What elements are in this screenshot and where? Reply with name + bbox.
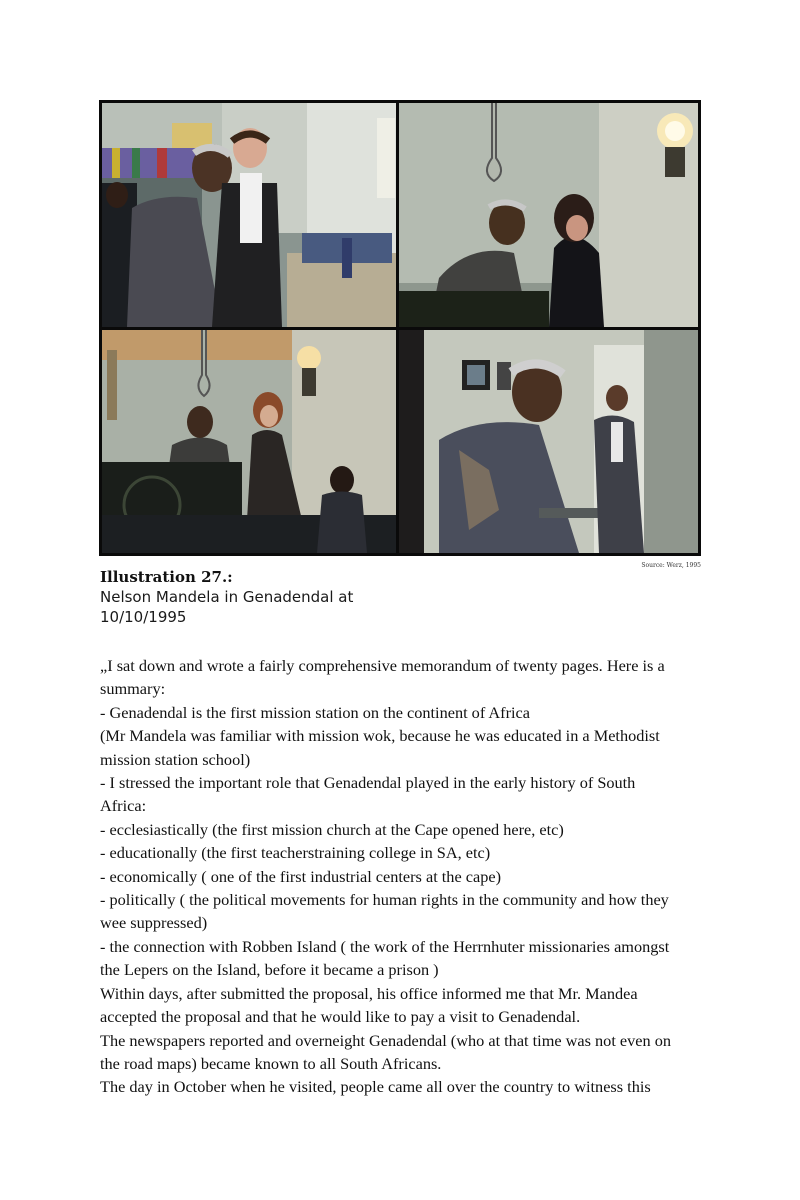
text-line: - educationally (the first teacherstraining college in SA, etc) — [100, 843, 491, 863]
text-line: The newspapers reported and overneight Genadendal (who at that time was not even on — [100, 1030, 672, 1050]
text-line: - Genadendal is the first mission station on the continent of Africa — [100, 702, 530, 722]
caption-line-1: Nelson Mandela in Genadendal at — [100, 588, 354, 606]
text-line: The day in October when he visited, people came all over the country to witness this — [100, 1077, 651, 1097]
caption-line-2: 10/10/1995 — [100, 608, 187, 626]
text-line: mission station school) — [100, 749, 251, 769]
text-line: summary: — [100, 679, 166, 699]
text-line: - economically ( one of the first industrial centers at the cape) — [100, 866, 501, 886]
body-text — [100, 654, 740, 1099]
figure-source: Source: Werz, 1995 — [641, 562, 701, 569]
text-line: - politically ( the political movements for human rights in the community and how they — [100, 890, 669, 910]
photo-mandela-office — [102, 103, 396, 327]
text-line: the road maps) became known to all South Africans. — [100, 1053, 442, 1073]
photo-mandela-lectern — [102, 330, 396, 553]
text-line: (Mr Mandela was familiar with mission wok, because he was educated in a Methodist — [100, 726, 660, 746]
text-line: Africa: — [100, 796, 147, 816]
text-line: - the connection with Robben Island ( the work of the Herrnhuter missionaries amongst — [100, 936, 670, 956]
photo-mandela-smiling — [399, 330, 698, 553]
text-line: Within days, after submitted the proposal, his office informed me that Mr. Mandea — [100, 983, 638, 1003]
text-line: - ecclesiastically (the first mission church at the Cape opened here, etc) — [100, 819, 564, 839]
text-line: - I stressed the important role that Genadendal played in the early history of South — [100, 773, 636, 793]
figure-caption — [100, 567, 500, 627]
caption-title: Illustration 27.: — [100, 568, 233, 586]
text-line: „I sat down and wrote a fairly comprehensive memorandum of twenty pages. Here is a — [100, 656, 665, 675]
photo-mandela-conversation — [399, 103, 698, 327]
photo-collage — [99, 100, 701, 556]
text-line: the Lepers on the Island, before it became a prison ) — [100, 960, 439, 980]
text-line: wee suppressed) — [100, 913, 208, 933]
text-line: accepted the proposal and that he would like to pay a visit to Genadendal. — [100, 1007, 581, 1027]
